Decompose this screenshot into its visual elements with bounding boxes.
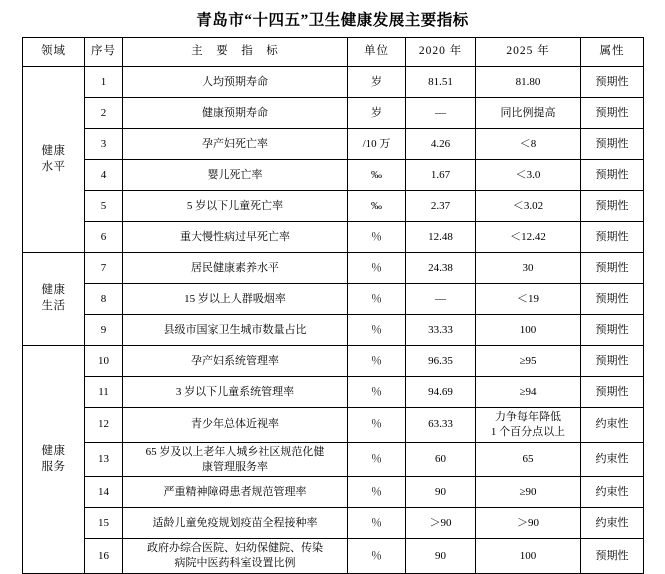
row-no: 11 [85, 377, 123, 408]
row-indicator-line-1: 政府办综合医院、妇幼保健院、传染 [147, 542, 323, 555]
column-header-attribute: 属性 [581, 38, 644, 67]
row-y2025: ＜8 [476, 129, 581, 160]
row-y2020: 94.69 [406, 377, 476, 408]
row-no: 15 [85, 508, 123, 539]
row-unit: ％ [348, 508, 406, 539]
column-header-no: 序号 [85, 38, 123, 67]
table-row [23, 284, 644, 315]
row-y2020: 24.38 [406, 253, 476, 284]
row-attribute: 约束性 [581, 508, 644, 539]
row-attribute: 预期性 [581, 539, 644, 574]
row-unit: ‰ [348, 191, 406, 222]
row-attribute: 预期性 [581, 377, 644, 408]
row-indicator: 5 岁以下儿童死亡率 [123, 191, 348, 222]
row-y2020: 90 [406, 477, 476, 508]
row-no: 3 [85, 129, 123, 160]
row-indicator: 15 岁以上人群吸烟率 [123, 284, 348, 315]
row-y2025: ＜12.42 [476, 222, 581, 253]
row-indicator: 居民健康素养水平 [123, 253, 348, 284]
row-unit: ％ [348, 253, 406, 284]
table-row [23, 191, 644, 222]
indicators-table [22, 37, 644, 574]
domain-cell-health-service [23, 346, 85, 574]
domain-line-2: 服务 [41, 460, 66, 473]
row-no: 16 [85, 539, 123, 574]
row-unit: ％ [348, 222, 406, 253]
domain-line-2: 生活 [41, 300, 66, 312]
row-y2025: 100 [476, 539, 581, 574]
row-unit: ％ [348, 442, 406, 477]
table-row [23, 377, 644, 408]
row-unit: 岁 [348, 67, 406, 98]
row-attribute: 约束性 [581, 408, 644, 443]
row-y2025: ≥94 [476, 377, 581, 408]
table-row [23, 253, 644, 284]
row-no: 1 [85, 67, 123, 98]
row-y2025-line-2: 1 个百分点以上 [490, 425, 566, 438]
row-y2025: ＜3.02 [476, 191, 581, 222]
row-no: 6 [85, 222, 123, 253]
row-attribute: 预期性 [581, 129, 644, 160]
row-indicator: 适龄儿童免疫规划疫苗全程接种率 [123, 508, 348, 539]
row-y2025: 65 [476, 442, 581, 477]
row-indicator: 青少年总体近视率 [123, 408, 348, 443]
row-y2025: 30 [476, 253, 581, 284]
row-indicator [123, 442, 348, 477]
row-indicator: 3 岁以下儿童系统管理率 [123, 377, 348, 408]
domain-line-1: 健康 [41, 144, 66, 157]
row-no: 4 [85, 160, 123, 191]
row-unit: ％ [348, 377, 406, 408]
row-attribute: 预期性 [581, 346, 644, 377]
table-row [23, 160, 644, 191]
row-attribute: 约束性 [581, 442, 644, 477]
row-y2020: ＞90 [406, 508, 476, 539]
row-unit: ％ [348, 477, 406, 508]
row-y2020: 96.35 [406, 346, 476, 377]
row-indicator: 严重精神障碍患者规范管理率 [123, 477, 348, 508]
row-indicator: 县级市国家卫生城市数量占比 [123, 315, 348, 346]
row-unit: /10 万 [348, 129, 406, 160]
table-row [23, 477, 644, 508]
row-y2025: ≥95 [476, 346, 581, 377]
row-indicator: 人均预期寿命 [123, 67, 348, 98]
row-y2025 [476, 408, 581, 443]
page-title: 青岛市“十四五”卫生健康发展主要指标 [196, 12, 469, 29]
row-attribute: 预期性 [581, 67, 644, 98]
row-y2025: ≥90 [476, 477, 581, 508]
row-indicator: 婴儿死亡率 [123, 160, 348, 191]
table-row [23, 129, 644, 160]
row-y2020: 4.26 [406, 129, 476, 160]
row-attribute: 预期性 [581, 253, 644, 284]
row-unit: ％ [348, 284, 406, 315]
column-header-y2020: 2020 年 [406, 38, 476, 67]
column-header-domain: 领域 [23, 38, 85, 67]
row-unit: ％ [348, 408, 406, 443]
table-row [23, 67, 644, 98]
row-indicator [123, 539, 348, 574]
row-unit: ‰ [348, 160, 406, 191]
row-no: 14 [85, 477, 123, 508]
column-header-indicator: 主 要 指 标 [123, 38, 348, 67]
row-indicator: 孕产妇系统管理率 [123, 346, 348, 377]
row-unit: ％ [348, 315, 406, 346]
row-indicator-line-2: 病院中医药科室设置比例 [174, 557, 296, 570]
column-header-unit: 单位 [348, 38, 406, 67]
table-header-row [23, 38, 644, 67]
row-no: 5 [85, 191, 123, 222]
table-row [23, 508, 644, 539]
row-unit: 岁 [348, 98, 406, 129]
row-y2025-line-1: 力争每年降低 [495, 411, 561, 423]
row-no: 8 [85, 284, 123, 315]
row-y2020: 90 [406, 539, 476, 574]
row-y2020: 81.51 [406, 67, 476, 98]
table-row [23, 222, 644, 253]
row-indicator-line-1: 65 岁及以上老年人城乡社区规范化健 [145, 445, 325, 458]
row-indicator: 孕产妇死亡率 [123, 129, 348, 160]
row-y2025: 81.80 [476, 67, 581, 98]
row-y2025: 100 [476, 315, 581, 346]
row-no: 12 [85, 408, 123, 443]
row-y2025: ＜3.0 [476, 160, 581, 191]
table-row [23, 315, 644, 346]
row-no: 7 [85, 253, 123, 284]
row-y2025: ＜19 [476, 284, 581, 315]
row-no: 9 [85, 315, 123, 346]
row-y2020: 33.33 [406, 315, 476, 346]
table-row [23, 346, 644, 377]
row-unit: ％ [348, 346, 406, 377]
row-y2020: — [406, 284, 476, 315]
row-attribute: 约束性 [581, 477, 644, 508]
row-y2020: — [406, 98, 476, 129]
row-no: 10 [85, 346, 123, 377]
domain-line-1: 健康 [41, 445, 66, 458]
column-header-y2025: 2025 年 [476, 38, 581, 67]
row-y2020: 60 [406, 442, 476, 477]
row-y2020: 63.33 [406, 408, 476, 443]
table-body [23, 67, 644, 574]
row-attribute: 预期性 [581, 284, 644, 315]
table-header [23, 38, 644, 67]
row-attribute: 预期性 [581, 98, 644, 129]
row-y2020: 12.48 [406, 222, 476, 253]
row-attribute: 预期性 [581, 191, 644, 222]
table-row [23, 539, 644, 574]
row-y2020: 2.37 [406, 191, 476, 222]
row-no: 2 [85, 98, 123, 129]
row-y2020: 1.67 [406, 160, 476, 191]
row-indicator: 重大慢性病过早死亡率 [123, 222, 348, 253]
row-indicator: 健康预期寿命 [123, 98, 348, 129]
row-y2025: ＞90 [476, 508, 581, 539]
table-row [23, 98, 644, 129]
domain-line-2: 水平 [41, 160, 66, 173]
row-no: 13 [85, 442, 123, 477]
row-y2025: 同比例提高 [476, 98, 581, 129]
row-unit: ％ [348, 539, 406, 574]
row-attribute: 预期性 [581, 160, 644, 191]
table-row [23, 408, 644, 443]
domain-line-1: 健康 [41, 284, 66, 297]
row-attribute: 预期性 [581, 315, 644, 346]
table-row [23, 442, 644, 477]
domain-cell-health-life [23, 253, 85, 346]
row-indicator-line-2: 康管理服务率 [202, 460, 268, 473]
row-attribute: 预期性 [581, 222, 644, 253]
domain-cell-health-level [23, 67, 85, 253]
